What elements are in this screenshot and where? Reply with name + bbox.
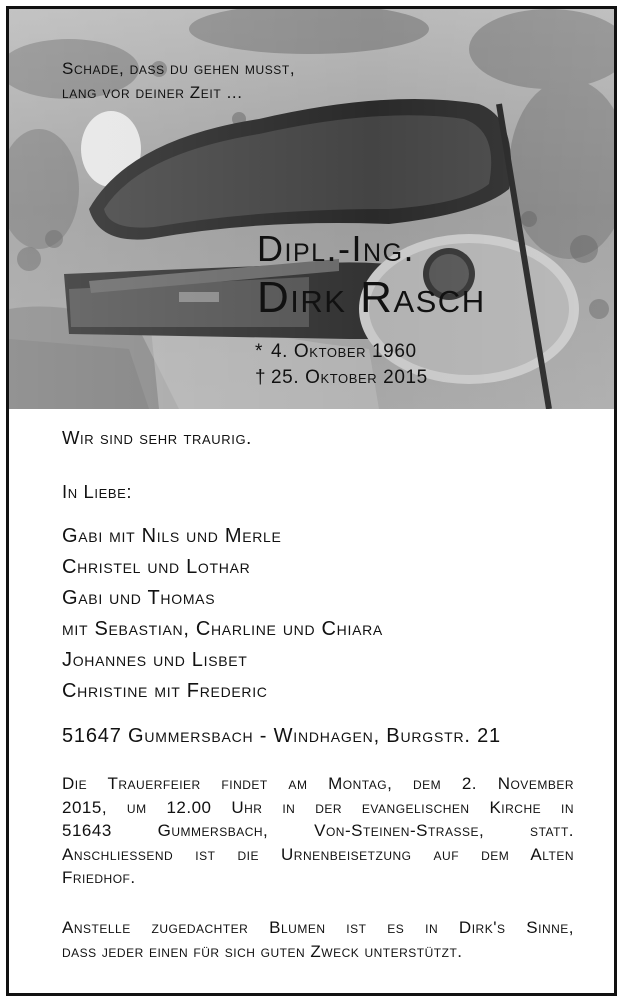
family-list <box>62 521 574 707</box>
family-member: Johannes und Lisbet <box>62 649 248 671</box>
birth-star-icon: * <box>255 341 263 362</box>
family-member: mit Sebastian, Charline und Chiara <box>62 618 383 640</box>
family-member: Christel und Lothar <box>62 556 251 578</box>
quote <box>62 57 295 105</box>
academic-title: Dipl.-Ing. <box>257 228 416 269</box>
family-address: 51647 Gummersbach - Windhagen, Burgstr. 21 <box>62 725 501 747</box>
in-love-label: In Liebe: <box>62 481 133 502</box>
funeral-info <box>62 772 574 890</box>
birth-date-row <box>255 339 428 365</box>
family-member: Gabi mit Nils und Merle <box>62 525 282 547</box>
deceased-name: Dirk Rasch <box>257 273 486 322</box>
family-member: Gabi und Thomas <box>62 587 216 609</box>
death-date-row <box>255 365 428 391</box>
funeral-line: 2015, um 12.00 Uhr in der evangelischen Kirche in <box>62 797 574 817</box>
funeral-line: Friedhof. <box>62 868 136 887</box>
funeral-line: 51643 Gummersbach, Von-Steinen-Strasse, statt. <box>62 821 574 840</box>
funeral-line: Anschliessend ist die Urnenbeisetzung auf dem Alten <box>62 844 574 864</box>
funeral-line: Die Trauerfeier findet am Montag, dem 2. November <box>62 774 574 793</box>
obituary-notice <box>6 6 617 996</box>
quote-line-2: lang vor deiner Zeit ... <box>62 83 243 102</box>
donation-line: dass jeder einen für sich guten Zweck unterstützt. <box>62 941 463 961</box>
donation-line: Anstelle zugedachter Blumen ist es in Dirk's Sinne, <box>62 918 574 937</box>
birth-date: 4. Oktober 1960 <box>271 341 417 362</box>
death-cross-icon: † <box>255 367 267 388</box>
death-date: 25. Oktober 2015 <box>271 367 428 388</box>
donation-info <box>62 916 574 963</box>
guitar-case-photo <box>9 9 614 409</box>
family-member: Christine mit Frederic <box>62 680 268 702</box>
life-dates <box>255 339 428 391</box>
quote-line-1: Schade, dass du gehen musst, <box>62 59 296 78</box>
sad-statement: Wir sind sehr traurig. <box>62 427 252 448</box>
